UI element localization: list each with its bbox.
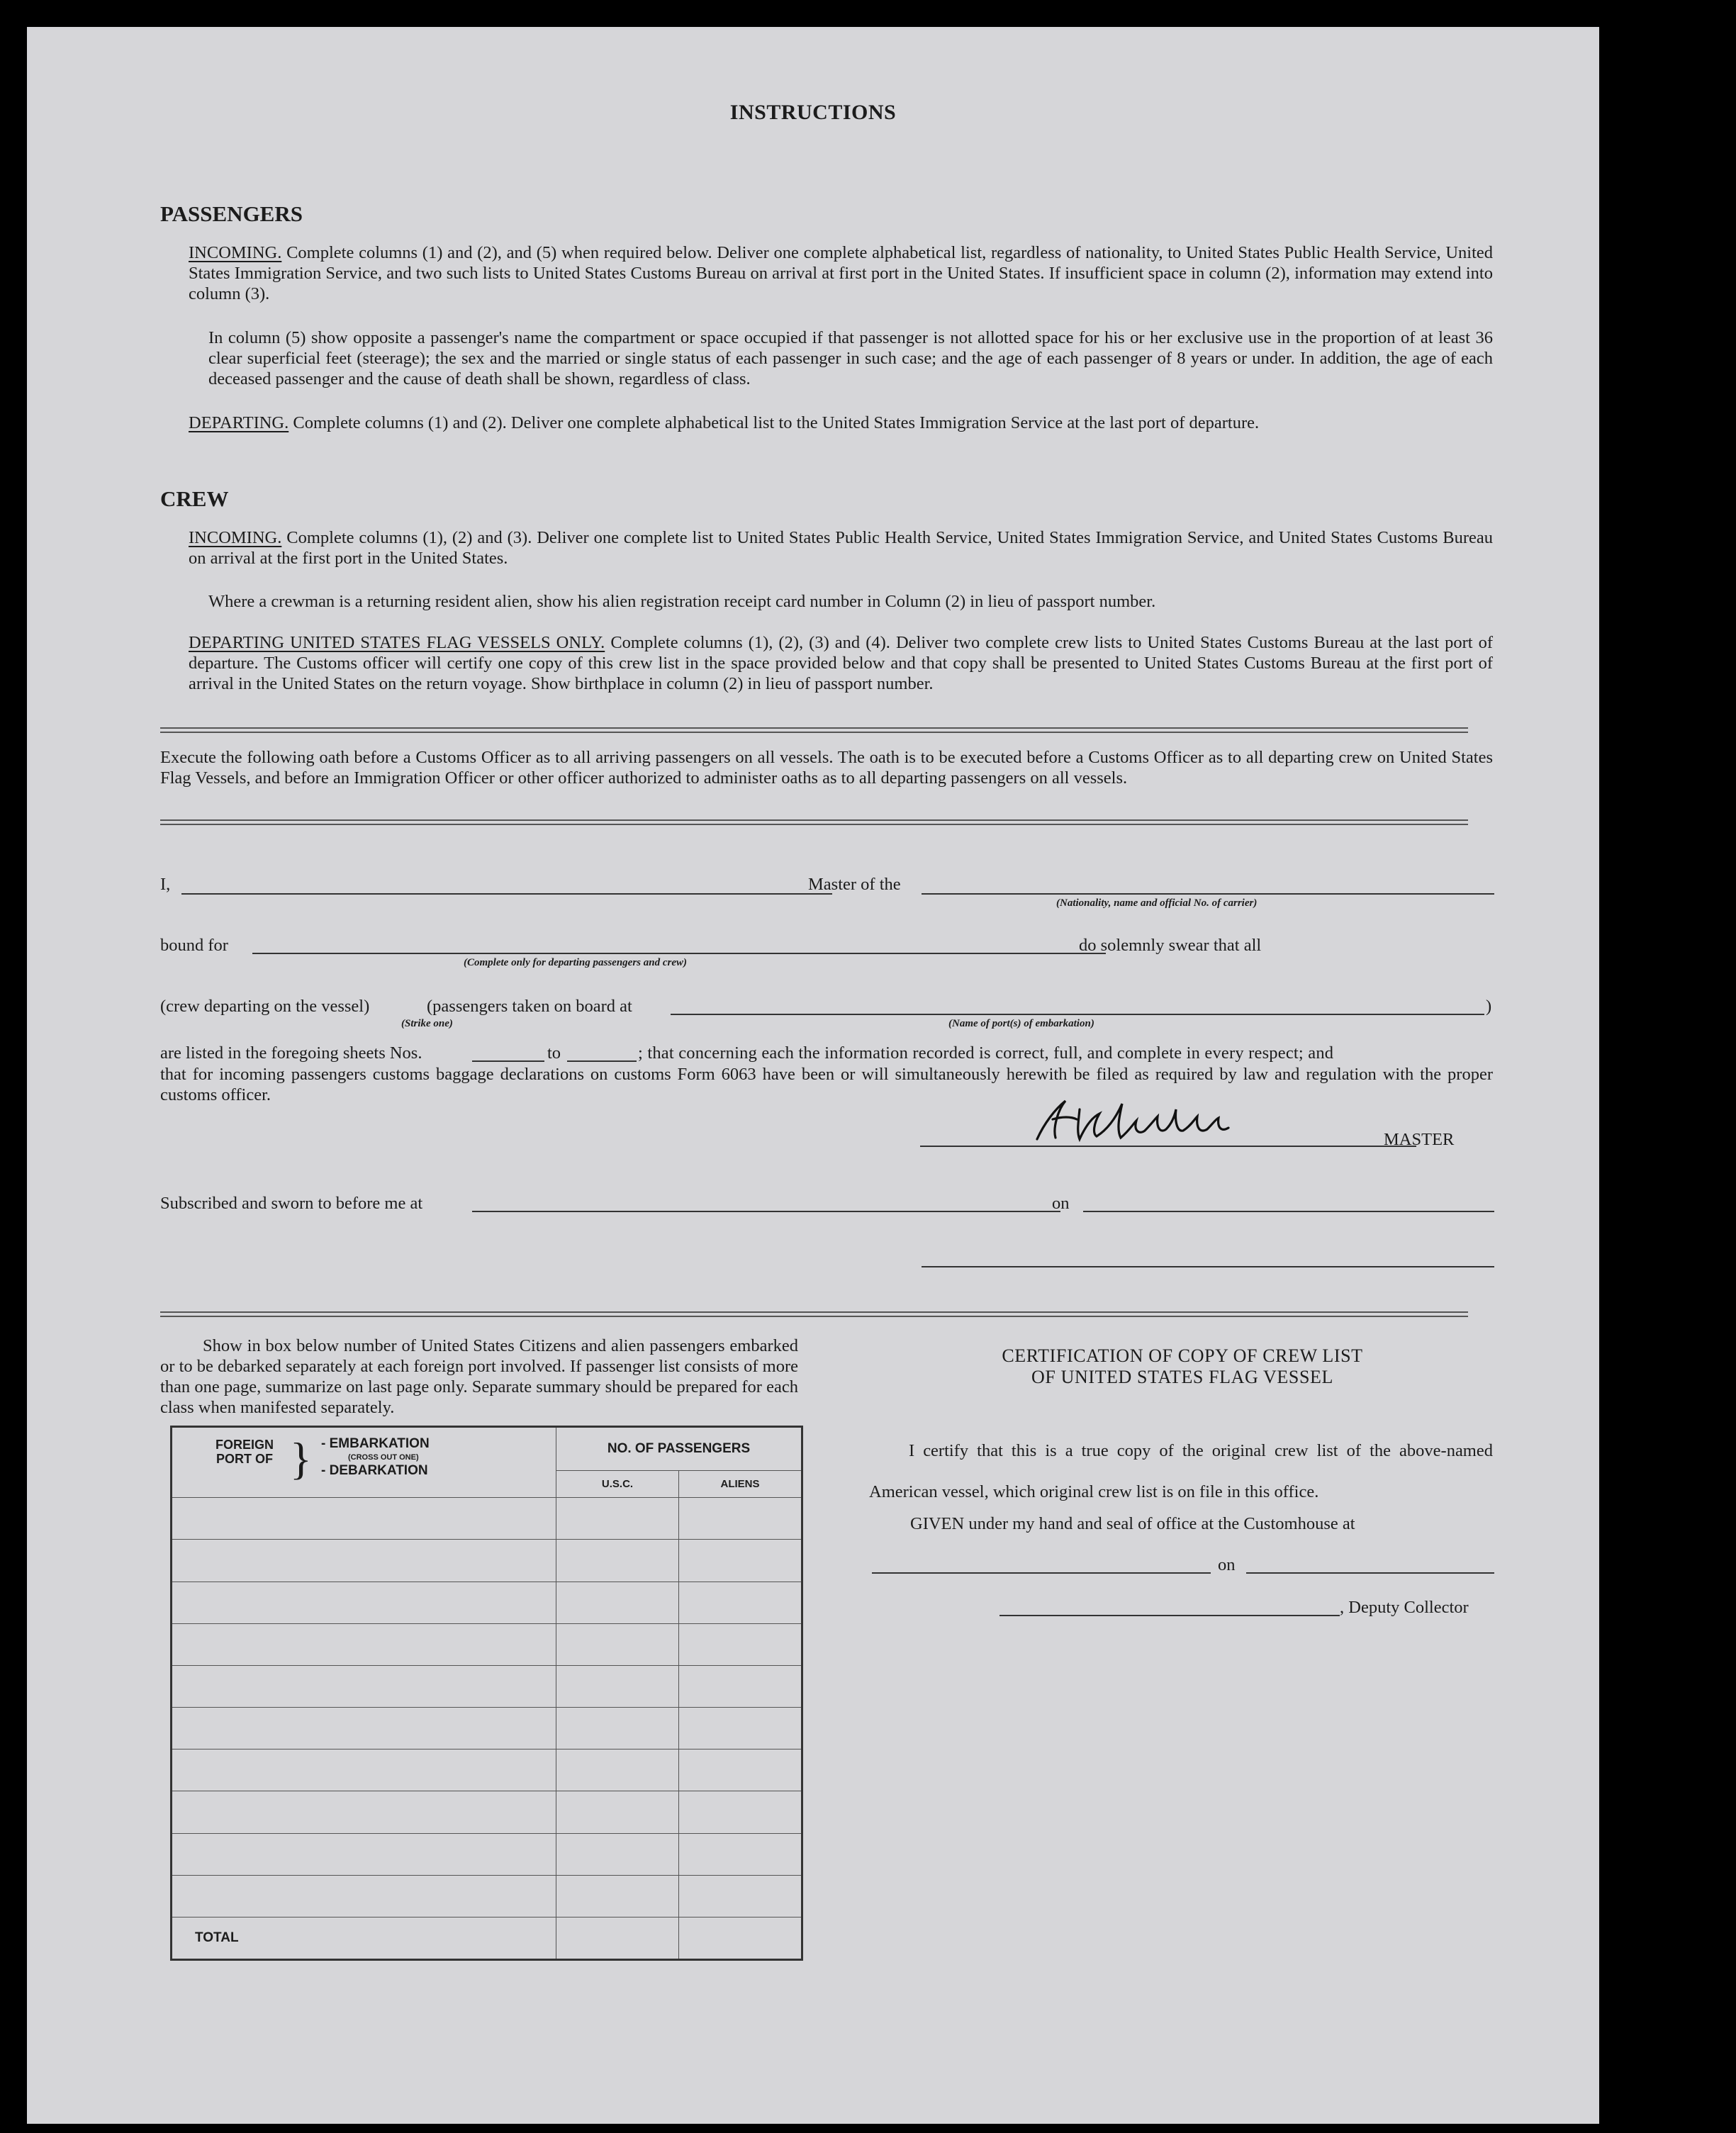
crew-incoming-paragraph: [189, 527, 1493, 569]
crew-departing-option[interactable]: (crew departing on the vessel): [160, 997, 370, 1016]
certification-heading-line1: CERTIFICATION OF COPY OF CREW LIST: [1002, 1345, 1363, 1366]
given-text: GIVEN under my hand and seal of office at the Customhouse at: [910, 1514, 1355, 1533]
usc-cell[interactable]: [556, 1833, 679, 1875]
total-row: [172, 1917, 802, 1959]
table-row: [172, 1791, 802, 1833]
passengers-departing-text: Complete columns (1) and (2). Deliver one complete alphabetical list to the United States Immigration Service at the last port of departure.: [293, 413, 1260, 432]
usc-cell[interactable]: [556, 1623, 679, 1665]
aliens-header: ALIENS: [679, 1471, 802, 1498]
master-label: MASTER: [1384, 1130, 1455, 1149]
passengers-taken-option[interactable]: (passengers taken on board at: [427, 997, 632, 1016]
usc-cell[interactable]: [556, 1791, 679, 1833]
table-row: [172, 1581, 802, 1623]
passengers-departing-paragraph: [189, 413, 1493, 433]
passengers-incoming-paragraph: [189, 242, 1493, 304]
master-signature-line[interactable]: [920, 1146, 1416, 1147]
usc-cell[interactable]: [556, 1581, 679, 1623]
oath-intro-paragraph: Execute the following oath before a Customs Officer as to all arriving passengers on all vessels. The oath is to be executed before a Customs Officer as to all departing crew on United States Flag Vessels, and before an Immigration Officer or other officer authorized to administer oaths as to all departing passengers on all vessels.: [160, 748, 1493, 788]
cross-out-one-caption: (CROSS OUT ONE): [348, 1453, 419, 1462]
usc-cell[interactable]: [556, 1749, 679, 1791]
usc-cell[interactable]: [556, 1540, 679, 1581]
passengers-heading: PASSENGERS: [160, 201, 303, 226]
certification-on-label: on: [1218, 1555, 1236, 1574]
divider: [160, 1311, 1468, 1317]
passengers-incoming-text: Complete columns (1) and (2), and (5) when required below. Deliver one complete alphabetical list, regardless of nationality, to United States Public Health Service, United States Immigration Service, and two such lists to United States Customs Bureau on arrival at first port in the United States. If insufficient space in column (2), information may extend into column (3).: [189, 243, 1494, 303]
deputy-collector-signature-field[interactable]: [999, 1615, 1340, 1616]
customhouse-location-field[interactable]: [872, 1572, 1211, 1574]
total-label: TOTAL: [195, 1930, 239, 1945]
divider: [160, 727, 1468, 733]
listed-to-label: to: [547, 1043, 561, 1063]
deputy-collector-label: , Deputy Collector: [1340, 1598, 1469, 1617]
complete-only-caption: (Complete only for departing passengers and crew): [464, 957, 687, 968]
usc-cell[interactable]: [556, 1498, 679, 1540]
port-cell[interactable]: [172, 1833, 556, 1875]
sheet-to-field[interactable]: [567, 1060, 637, 1062]
port-cell[interactable]: [172, 1708, 556, 1749]
aliens-cell[interactable]: [679, 1708, 802, 1749]
table-row: [172, 1623, 802, 1665]
aliens-cell[interactable]: [679, 1498, 802, 1540]
aliens-cell[interactable]: [679, 1665, 802, 1707]
port-cell[interactable]: [172, 1875, 556, 1917]
crew-incoming-label: INCOMING.: [189, 528, 282, 547]
passengers-departing-label: DEPARTING.: [189, 413, 289, 432]
total-aliens-cell[interactable]: [679, 1917, 802, 1959]
aliens-cell[interactable]: [679, 1791, 802, 1833]
certification-heading-line2: OF UNITED STATES FLAG VESSEL: [1031, 1367, 1333, 1387]
bound-for-label: bound for: [160, 936, 228, 955]
table-row: [172, 1749, 802, 1791]
aliens-cell[interactable]: [679, 1875, 802, 1917]
usc-cell[interactable]: [556, 1708, 679, 1749]
port-cell[interactable]: [172, 1665, 556, 1707]
certify-paragraph: I certify that this is a true copy of the original crew list of the above-named American vessel, which original crew list is on file in this office.: [869, 1441, 1493, 1501]
page-title: INSTRUCTIONS: [729, 101, 897, 124]
close-paren: ): [1486, 997, 1492, 1016]
port-cell[interactable]: [172, 1498, 556, 1540]
total-label-cell: [172, 1917, 556, 1959]
bound-for-field[interactable]: [252, 953, 1106, 954]
table-row: [172, 1875, 802, 1917]
port-cell[interactable]: [172, 1581, 556, 1623]
passenger-summary-table: [170, 1426, 803, 1961]
oath-i-label: I,: [160, 875, 171, 894]
port-cell[interactable]: [172, 1623, 556, 1665]
debarkation-label[interactable]: - DEBARKATION: [321, 1463, 428, 1478]
crew-departing-paragraph: [189, 632, 1493, 694]
sheet-from-field[interactable]: [472, 1060, 544, 1062]
swear-label: do solemnly swear that all: [1079, 936, 1262, 955]
divider: [160, 819, 1468, 825]
officer-signature-field[interactable]: [922, 1266, 1494, 1267]
sworn-on-label: on: [1052, 1194, 1070, 1213]
passengers-incoming-label: INCOMING.: [189, 243, 282, 262]
listed-sheets-label: are listed in the foregoing sheets Nos.: [160, 1043, 422, 1063]
table-row: [172, 1498, 802, 1540]
passengers-column5-paragraph: In column (5) show opposite a passenger's name the compartment or space occupied if that passenger is not allotted space for his or her exclusive use in the proportion of at least 36 clear superficial feet (steerage); the sex and the married or single status of each passenger in such case; and the age of each passenger of 8 years or under. In addition, the age of each deceased passenger and the cause of death shall be shown, regardless of class.: [208, 328, 1493, 388]
brace: }: [290, 1433, 312, 1484]
ports-caption: (Name of port(s) of embarkation): [948, 1018, 1094, 1029]
sworn-date-field[interactable]: [1083, 1211, 1494, 1212]
table-row: [172, 1833, 802, 1875]
usc-cell[interactable]: [556, 1875, 679, 1917]
nationality-caption: (Nationality, name and official No. of carrier): [1056, 897, 1258, 909]
aliens-cell[interactable]: [679, 1833, 802, 1875]
aliens-cell[interactable]: [679, 1749, 802, 1791]
aliens-cell[interactable]: [679, 1623, 802, 1665]
table-row: [172, 1708, 802, 1749]
strike-one-caption: (Strike one): [401, 1018, 453, 1029]
foreign-port-of-label: FOREIGN PORT OF: [215, 1438, 274, 1466]
carrier-field[interactable]: [922, 893, 1494, 895]
listed-sheets-text: ; that concerning each the information recorded is correct, full, and complete in every respect; and: [638, 1043, 1334, 1063]
crew-heading: CREW: [160, 486, 229, 511]
summary-intro-paragraph: Show in box below number of United States Citizens and alien passengers embarked or to be debarked separately at each foreign port involved. If passenger list consists of more than one page, summarize on last page only. Separate summary should be prepared for each class when manifested separately.: [160, 1336, 798, 1417]
certification-date-field[interactable]: [1246, 1572, 1494, 1574]
embarkation-label[interactable]: - EMBARKATION: [321, 1436, 430, 1451]
crew-incoming-text: Complete columns (1), (2) and (3). Deliver one complete list to United States Public Health Service, United States Immigration Service, and United States Customs Bureau on arrival at the first port in the United States.: [189, 528, 1494, 568]
crew-departing-label: DEPARTING UNITED STATES FLAG VESSELS ONLY.: [189, 633, 605, 652]
total-usc-cell[interactable]: [556, 1917, 679, 1959]
aliens-cell[interactable]: [679, 1581, 802, 1623]
port-cell[interactable]: [172, 1791, 556, 1833]
aliens-cell[interactable]: [679, 1540, 802, 1581]
sworn-location-field[interactable]: [472, 1211, 1060, 1212]
subscribed-label: Subscribed and sworn to before me at: [160, 1194, 423, 1213]
master-signature: [987, 1088, 1356, 1152]
table-row: [172, 1540, 802, 1581]
embarkation-ports-field[interactable]: [671, 1014, 1484, 1015]
master-name-field[interactable]: [181, 893, 832, 895]
crew-departing-text: Complete columns (1), (2), (3) and (4). Deliver two complete crew lists to United States Customs Bureau at the last port of departure. The Customs officer will certify one copy of this crew list in the space provided below and that copy shall be presented to United States Customs Bureau at the first port of arrival in the United States on the return voyage. Show birthplace in column (2) in lieu of passport number.: [189, 633, 1494, 693]
listed-rest-text: that for incoming passengers customs baggage declarations on customs Form 6063 have been or will simultaneously herewith be filed as required by law and regulation with the proper customs officer.: [160, 1065, 1493, 1104]
no-of-passengers-header: NO. OF PASSENGERS: [556, 1427, 802, 1471]
table-row: [172, 1665, 802, 1707]
usc-header: U.S.C.: [556, 1471, 679, 1498]
port-cell[interactable]: [172, 1749, 556, 1791]
usc-cell[interactable]: [556, 1665, 679, 1707]
port-cell[interactable]: [172, 1540, 556, 1581]
crew-resident-paragraph: Where a crewman is a returning resident alien, show his alien registration receipt card number in Column (2) in lieu of passport number.: [208, 592, 1156, 611]
document-page: [27, 27, 1599, 2124]
port-header-cell: [172, 1427, 556, 1498]
master-of-the-label: Master of the: [808, 875, 901, 894]
